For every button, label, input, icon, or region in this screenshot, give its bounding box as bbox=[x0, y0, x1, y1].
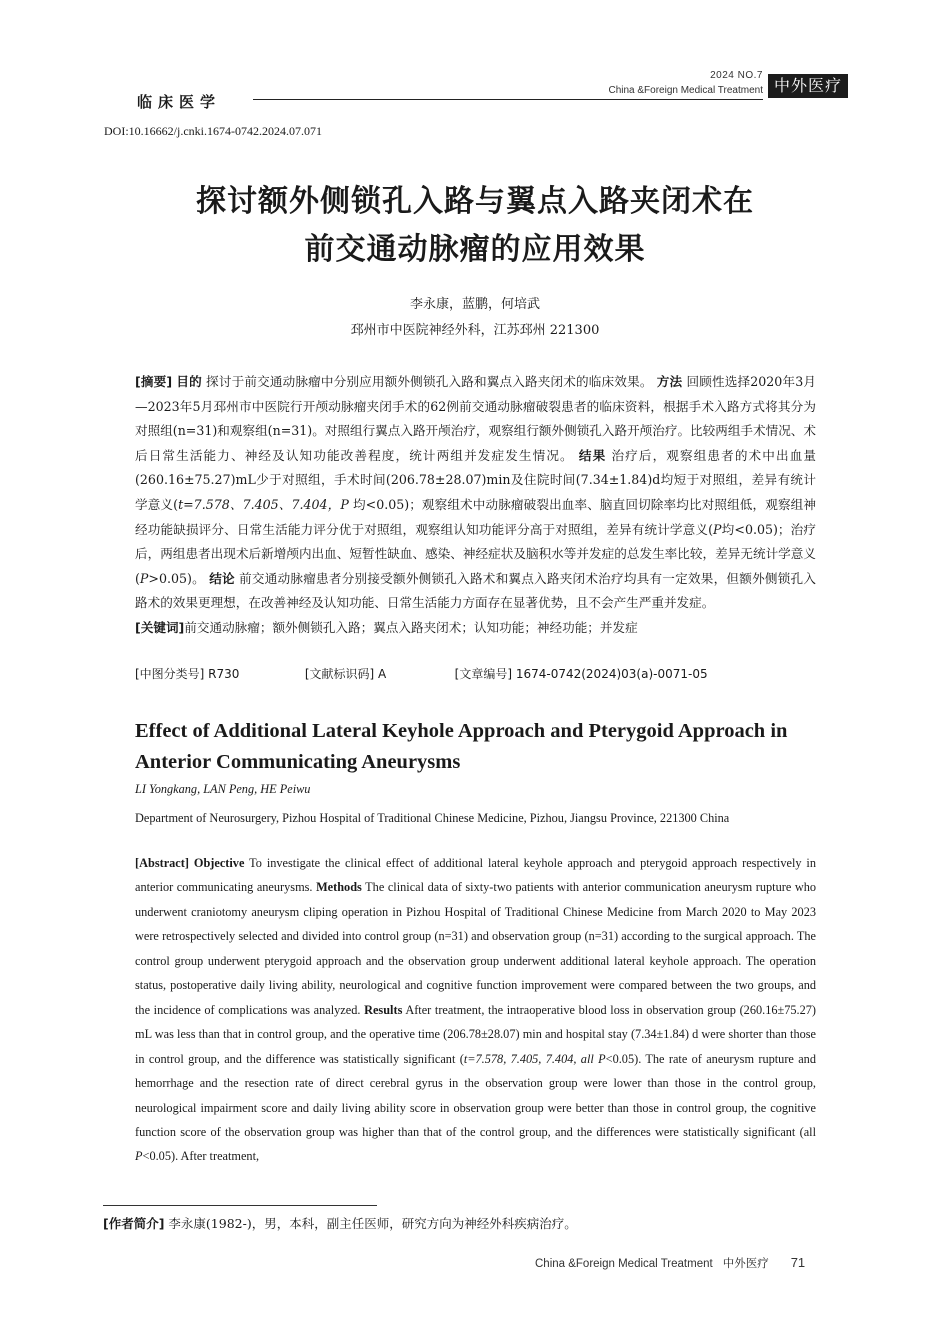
methods-cn: 回顾性选择2020年3月—2023年5月邳州市中医院行开颅动脉瘤夹闭手术的62例前交通动脉瘤破裂患者的临床资料，根据手术入路方式将其分为对照组(n=31)和观察组(n=31)。对照组行翼点入路开颅治疗，观察组行额外侧锁孔入路开颅治疗。比较两组手术情况、术后日常生活能力、神经及认知功能改善程度，统计两组并发症发生情况。 bbox=[135, 374, 816, 463]
p-symbol: P bbox=[135, 1149, 143, 1164]
doi[interactable]: DOI:10.16662/j.cnki.1674-0742.2024.07.071 bbox=[104, 124, 322, 138]
p-symbol: P bbox=[713, 521, 722, 537]
journal-badge: 中外医疗 bbox=[768, 74, 848, 98]
keywords-cn bbox=[135, 616, 816, 641]
abstract-en-label: [Abstract] bbox=[135, 856, 189, 870]
results-en-3: <0.05). After treatment, bbox=[142, 1149, 260, 1164]
keywords-label: [关键词] bbox=[135, 619, 185, 635]
header-rule bbox=[253, 99, 763, 100]
objective-label-cn: 目的 bbox=[176, 374, 202, 389]
title-en: Effect of Additional Lateral Keyhole Approach and Pterygoid Approach in Anterior Communicating Aneurysms bbox=[135, 720, 788, 773]
t-values-cn: t=7.578、7.405、7.404， bbox=[178, 496, 341, 512]
authors-en: LI Yongkang, LAN Peng, HE Peiwu bbox=[135, 782, 311, 796]
results-en-1: After treatment, the intraoperative blood loss in observation group (260.16±75.27) mL was less than that in control group, and the operative time (206.78±28.07) min and hospital stay (7.34±1.84) d were shorter than those in control group, and the difference was statistically significant ( bbox=[135, 1002, 817, 1066]
objective-label-en: Objective bbox=[193, 856, 245, 870]
footer-journal-cn: 中外医疗 bbox=[722, 1256, 769, 1270]
abstract-cn bbox=[135, 370, 816, 641]
methods-en: The clinical data of sixty-two patients with anterior communication aneurysm rupture who underwent craniotomy aneurysm cliping operation in Pizhou Hospital of Traditional Chinese Medicine from March 2020 to May 2023 were retrospectively selected and divided into control group (n=31) and observation group (n=31) according to the surgical approach. The control group underwent pterygoid approach and the observation group underwent additional lateral keyhole approach. The operation status, postoperative daily living ability, neurological and cognitive function improvement were compared between the two groups, and the incidence of complications was analyzed. bbox=[135, 880, 817, 1017]
classification-line bbox=[135, 665, 816, 682]
abstract-en bbox=[135, 851, 816, 1169]
results-cn-3: 均<0.05)；治疗后，两组患者出现术后新增颅内出血、短暂性缺血、感染、神经症状及脑积水等并发症的总发生率比较，差异无统计学意义( bbox=[135, 521, 816, 586]
article-number: [文章编号] 1674-0742(2024)03(a)-0071-05 bbox=[454, 667, 708, 681]
conclusion-cn: 前交通动脉瘤患者分别接受额外侧锁孔入路术和翼点入路夹闭术治疗均具有一定效果，但额外侧锁孔入路术的效果更理想，在改善神经及认知功能、日常生活能力方面存在显著优势，且不会产生严重并发症。 bbox=[135, 570, 816, 611]
conclusion-label-cn: 结论 bbox=[209, 570, 235, 586]
journal-name-en: China &Foreign Medical Treatment bbox=[608, 85, 763, 96]
footnote-text: 李永康(1982-)，男，本科，副主任医师，研究方向为神经外科疾病治疗。 bbox=[164, 1216, 577, 1231]
keywords-text: 前交通动脉瘤；额外侧锁孔入路；翼点入路夹闭术；认知功能；神经功能；并发症 bbox=[184, 619, 638, 635]
objective-en: To investigate the clinical effect of additional lateral keyhole approach and pterygoid approach respectively in anterior communicating aneurysms. bbox=[135, 856, 816, 895]
document-code: [文献标识码] A bbox=[304, 667, 387, 681]
results-label-en: Results bbox=[364, 1002, 403, 1017]
section-label: 临床医学 bbox=[137, 93, 222, 111]
affiliation-en: Department of Neurosurgery, Pizhou Hospital of Traditional Chinese Medicine, Pizhou, Jiangsu Province, 221300 China bbox=[135, 811, 730, 825]
results-cn-2: 均<0.05)；观察组术中动脉瘤破裂出血率、脑直回切除率均比对照组低，观察组神经功能缺损评分、日常生活能力评分优于对照组，观察组认知功能评分高于对照组，差异有统计学意义( bbox=[135, 496, 816, 537]
results-en-2: <0.05). The rate of aneurysm rupture and hemorrhage and the resection rate of direct cerebral gyrus in the observation group were lower than those in the control group, neurological impairment score and daily living ability score in observation group were better than those in control group, the cognitive function score of the observation group was higher than that of the control group, and the differences were statistically significant (all bbox=[135, 1051, 816, 1139]
t-values-en: t=7.578, 7.405, 7.404, all bbox=[463, 1051, 599, 1066]
objective-cn: 探讨于前交通动脉瘤中分别应用额外侧锁孔入路和翼点入路夹闭术的临床效果。 bbox=[201, 374, 653, 389]
p-symbol: P bbox=[340, 496, 349, 512]
affiliation-cn: 邳州市中医院神经外科，江苏邳州 221300 bbox=[350, 323, 600, 338]
methods-label-cn: 方法 bbox=[656, 374, 683, 389]
p-symbol: P bbox=[598, 1051, 606, 1066]
issue-number: 2024 NO.7 bbox=[710, 70, 763, 81]
footnote-rule bbox=[103, 1205, 377, 1206]
results-cn-4: >0.05)。 bbox=[148, 570, 205, 586]
abstract-cn-label: [摘要] bbox=[135, 374, 173, 389]
title-cn-line2: 前交通动脉瘤的应用效果 bbox=[304, 232, 646, 267]
page-number: 71 bbox=[790, 1255, 806, 1270]
p-symbol: P bbox=[139, 570, 149, 586]
footer-journal-en: China &Foreign Medical Treatment bbox=[535, 1258, 713, 1270]
clc-number: [中图分类号] R730 bbox=[135, 667, 240, 681]
results-cn-1: 治疗后，观察组患者的术中出血量(260.16±75.27)mL少于对照组，手术时间(206.78±28.07)min及住院时间(7.34±1.84)d均短于对照组，差异有统计学意义( bbox=[135, 447, 817, 512]
page-footer bbox=[535, 1255, 805, 1271]
author-footnote bbox=[103, 1214, 577, 1232]
results-label-cn: 结果 bbox=[578, 447, 607, 463]
methods-label-en: Methods bbox=[316, 880, 362, 895]
title-cn-line1: 探讨额外侧锁孔入路与翼点入路夹闭术在 bbox=[196, 184, 754, 219]
footnote-label: [作者简介] bbox=[103, 1216, 165, 1231]
authors-cn: 李永康，蓝鹏，何培武 bbox=[409, 297, 540, 312]
